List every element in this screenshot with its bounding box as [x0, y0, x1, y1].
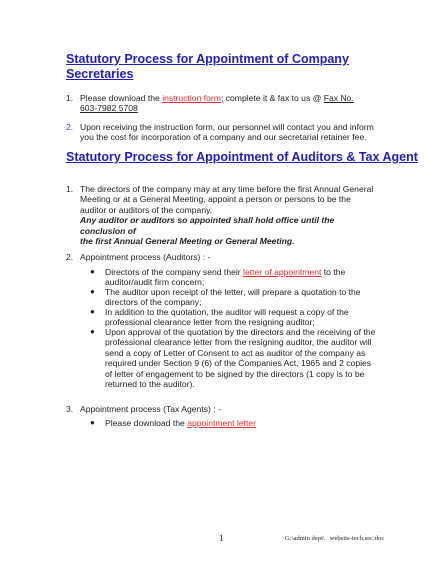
- text-line: professional clearance letter from the resigning auditor;: [105, 317, 315, 328]
- text-line: Upon receiving the instruction form, our personnel will contact you and inform: [80, 122, 374, 132]
- appointment-process-tax-title: Appointment process (Tax Agents) : -: [80, 404, 221, 414]
- text-line: of letter of engagement to be signed by the directors (1 copy is to be: [105, 368, 365, 379]
- text-line: auditor/audit firm concern;: [105, 277, 205, 288]
- bullet-icon: ●: [90, 287, 95, 296]
- text-line: The directors of the company may at any time before the first Annual General: [80, 184, 374, 194]
- heading-company-secretaries: [66, 52, 349, 82]
- text-line: you the cost for incorporation of a company and our secretarial retainer fee.: [80, 132, 367, 143]
- bullet-clearance-request: [105, 307, 377, 328]
- text-line: Meeting or at a General Meeting, appoint a person or persons to be the: [80, 194, 351, 205]
- page-number: 1: [219, 533, 224, 543]
- bullet-letter-of-appointment: [105, 267, 377, 288]
- bold-italic-line: Any auditor or auditors so appointed shall hold office until the conclusion of: [80, 215, 335, 236]
- bold-italic-line: the first Annual General Meeting or General Meeting.: [80, 236, 295, 247]
- list-number: 1.: [66, 93, 74, 103]
- heading-line-1: Statutory Process for Appointment of Company: [66, 52, 349, 66]
- text-line: returned to the auditor).: [105, 379, 195, 390]
- text-fragment: Please download the: [105, 418, 188, 428]
- fax-number-link[interactable]: 603-7982 5708: [80, 103, 138, 114]
- text-fragment: Directors of the company send their: [105, 267, 244, 277]
- text-line: send a copy of Letter of Consent to act as auditor of the company as: [105, 347, 366, 358]
- text-line: In addition to the quotation, the auditor will request a copy of the: [105, 307, 349, 317]
- text-fragment: to the: [321, 267, 346, 277]
- text-line: required under Section 9 (6) of the Companies Act, 1965 and 2 copies: [105, 358, 372, 369]
- heading-auditors-tax-agent: Statutory Process for Appointment of Auditors & Tax Agent: [66, 150, 418, 164]
- directors-appoint-text: [80, 184, 380, 246]
- text-line: The auditor upon receipt of the letter, will prepare a quotation to the: [105, 287, 361, 297]
- text-fragment: ; complete it & fax to us @: [220, 93, 324, 103]
- bullet-icon: ●: [90, 307, 95, 316]
- text-fragment: Please download the: [80, 93, 163, 103]
- bullet-icon: ●: [90, 267, 95, 276]
- file-path: G:\admin dept\ website-tech.sec.doc: [285, 535, 385, 542]
- download-instruction-text: [80, 93, 380, 114]
- text-line: Upon approval of the quotation by the directors and the receiving of the: [105, 327, 376, 337]
- letter-of-appointment-link[interactable]: letter of appointment: [243, 267, 322, 277]
- text-line: professional clearance letter from the resigning auditor, the auditor will: [105, 337, 372, 348]
- upon-receiving-text: [80, 122, 380, 143]
- appointment-process-auditors-title: Appointment process (Auditors) : -: [80, 252, 211, 262]
- list-number: 2.: [66, 252, 74, 262]
- instruction-form-link[interactable]: instruction form: [162, 93, 221, 103]
- bullet-icon: ●: [90, 327, 95, 336]
- heading-line-2: Secretaries: [66, 67, 134, 81]
- appointment-letter-link[interactable]: appointment letter: [187, 418, 256, 428]
- text-line: auditor or auditors of the company.: [80, 204, 213, 215]
- bullet-quotation: [105, 287, 377, 308]
- bullet-letter-of-consent: [105, 327, 377, 389]
- fax-label: Fax No.: [323, 93, 354, 103]
- list-number: 3.: [66, 404, 74, 414]
- text-line: directors of the company;: [105, 297, 202, 308]
- list-number: 1.: [66, 184, 74, 194]
- bullet-appointment-letter: [105, 418, 377, 428]
- list-number: 2.: [66, 122, 74, 132]
- bullet-icon: ●: [90, 418, 95, 427]
